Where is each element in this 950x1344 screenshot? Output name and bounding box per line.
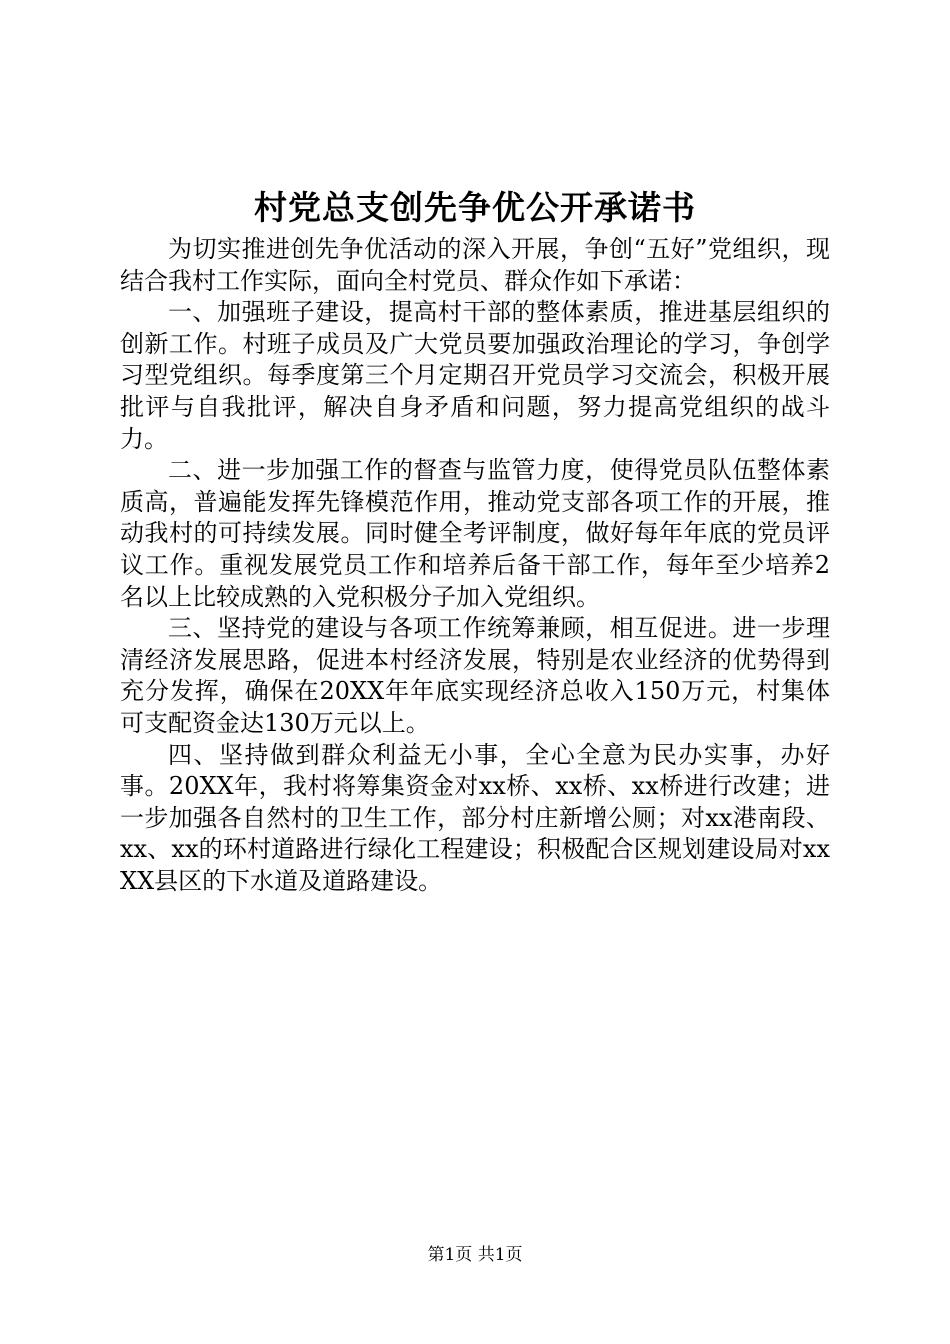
commitment-paragraph-2: 二、进一步加强工作的督查与监管力度，使得党员队伍整体素质高，普遍能发挥先锋模范作用，推动党支部各项工作的开展，推动我村的可持续发展。同时健全考评制度，做好每年年底的党员评议工作。重视发展党员工作和培养后备干部工作，每年至少培养2名以上比较成熟的入党积极分子加入党组织。 bbox=[120, 456, 830, 611]
document-body bbox=[120, 234, 830, 897]
commitment-paragraph-4: 四、坚持做到群众利益无小事，全心全意为民办实事，办好事。20XX年，我村将筹集资金对xx桥、xx桥、xx桥进行改建；进一步加强各自然村的卫生工作，部分村庄新增公厕；对xx港南段、xx、xx的环村道路进行绿化工程建设；积极配合区规划建设局对xxXX县区的下水道及道路建设。 bbox=[120, 740, 830, 895]
commitment-paragraph-1: 一、加强班子建设，提高村干部的整体素质，推进基层组织的创新工作。村班子成员及广大党员要加强政治理论的学习，争创学习型党组织。每季度第三个月定期召开党员学习交流会，积极开展批评与自我批评，解决自身矛盾和问题，努力提高党组织的战斗力。 bbox=[120, 298, 830, 453]
document-title: 村党总支创先争优公开承诺书 bbox=[254, 188, 696, 227]
page-footer: 第1页 共1页 bbox=[427, 1245, 523, 1265]
commitment-paragraph-3: 三、坚持党的建设与各项工作统筹兼顾，相互促进。进一步理清经济发展思路，促进本村经济发展，特别是农业经济的优势得到充分发挥，确保在20XX年年底实现经济总收入150万元，村集体可支配资金达130万元以上。 bbox=[120, 614, 830, 737]
intro-paragraph: 为切实推进创先争优活动的深入开展，争创“五好”党组织，现结合我村工作实际，面向全村党员、群众作如下承诺： bbox=[120, 235, 830, 295]
